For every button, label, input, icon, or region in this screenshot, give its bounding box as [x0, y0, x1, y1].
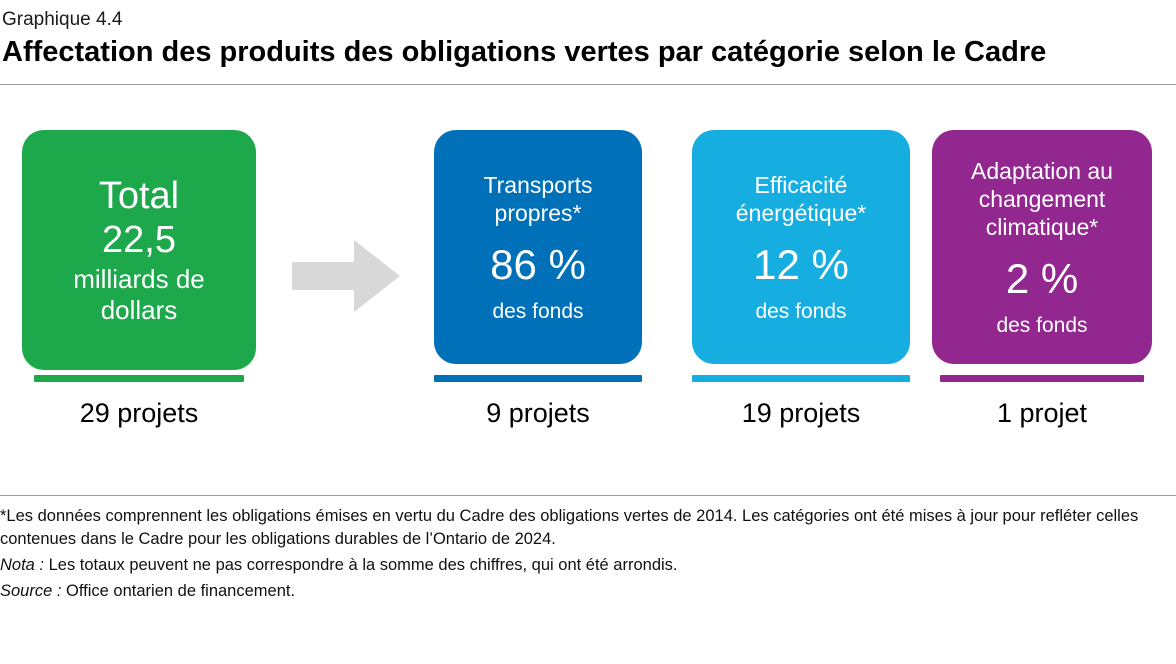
project-count-row — [0, 375, 1176, 485]
underline-climate-adaptation — [940, 375, 1144, 382]
card-total-amount: 22,5 — [102, 219, 176, 261]
card-climate-adaptation-sub: des fonds — [996, 313, 1088, 337]
category-cards — [0, 130, 1176, 370]
source-label: Source : — [0, 582, 67, 600]
project-count-energy-efficiency: 19 projets — [741, 398, 861, 428]
project-count-total: 29 projets — [79, 398, 199, 428]
card-energy-efficiency-sub: des fonds — [755, 299, 847, 323]
card-total-unit: milliards de dollars — [73, 264, 205, 325]
underline-total — [34, 375, 244, 382]
figure-number: Graphique 4.4 — [2, 9, 123, 30]
card-clean-transport — [434, 130, 642, 364]
nota-label: Nota : — [0, 556, 49, 574]
source-text: Office ontarien de financement. — [66, 582, 296, 600]
chart-header — [0, 0, 1176, 70]
chart-body — [0, 85, 1176, 495]
card-total-title: Total — [98, 175, 180, 217]
card-climate-adaptation — [932, 130, 1152, 364]
card-energy-efficiency-title: Efficacité énergétique* — [735, 171, 867, 226]
card-climate-adaptation-title: Adaptation au changement climatique* — [971, 157, 1113, 240]
card-energy-efficiency-value: 12 % — [753, 240, 849, 288]
card-clean-transport-title: Transports propres* — [483, 171, 593, 226]
card-clean-transport-value: 86 % — [490, 240, 586, 288]
notes-block — [0, 496, 1176, 603]
page-title: Affectation des produits des obligations vertes par catégorie selon le Cadre — [2, 36, 1047, 68]
underline-clean-transport — [434, 375, 642, 382]
source-line — [0, 580, 1176, 603]
footnote: *Les données comprennent les obligations émises en vertu du Cadre des obligations vertes de 2014. Les catégories ont été mises à jour pour refléter celles contenues dans le Cadre pour les obligations durables de l’Ontario de 2024. — [0, 507, 1139, 548]
card-energy-efficiency — [692, 130, 910, 364]
card-total — [22, 130, 256, 370]
card-clean-transport-sub: des fonds — [492, 299, 584, 323]
nota-line — [0, 554, 1176, 577]
underline-energy-efficiency — [692, 375, 910, 382]
arrow-icon — [292, 240, 400, 312]
card-climate-adaptation-value: 2 % — [1005, 254, 1079, 302]
nota-text: Les totaux peuvent ne pas correspondre à la somme des chiffres, qui ont été arrondis. — [48, 556, 678, 574]
project-count-clean-transport: 9 projets — [486, 398, 590, 428]
project-count-climate-adaptation: 1 projet — [996, 398, 1088, 428]
